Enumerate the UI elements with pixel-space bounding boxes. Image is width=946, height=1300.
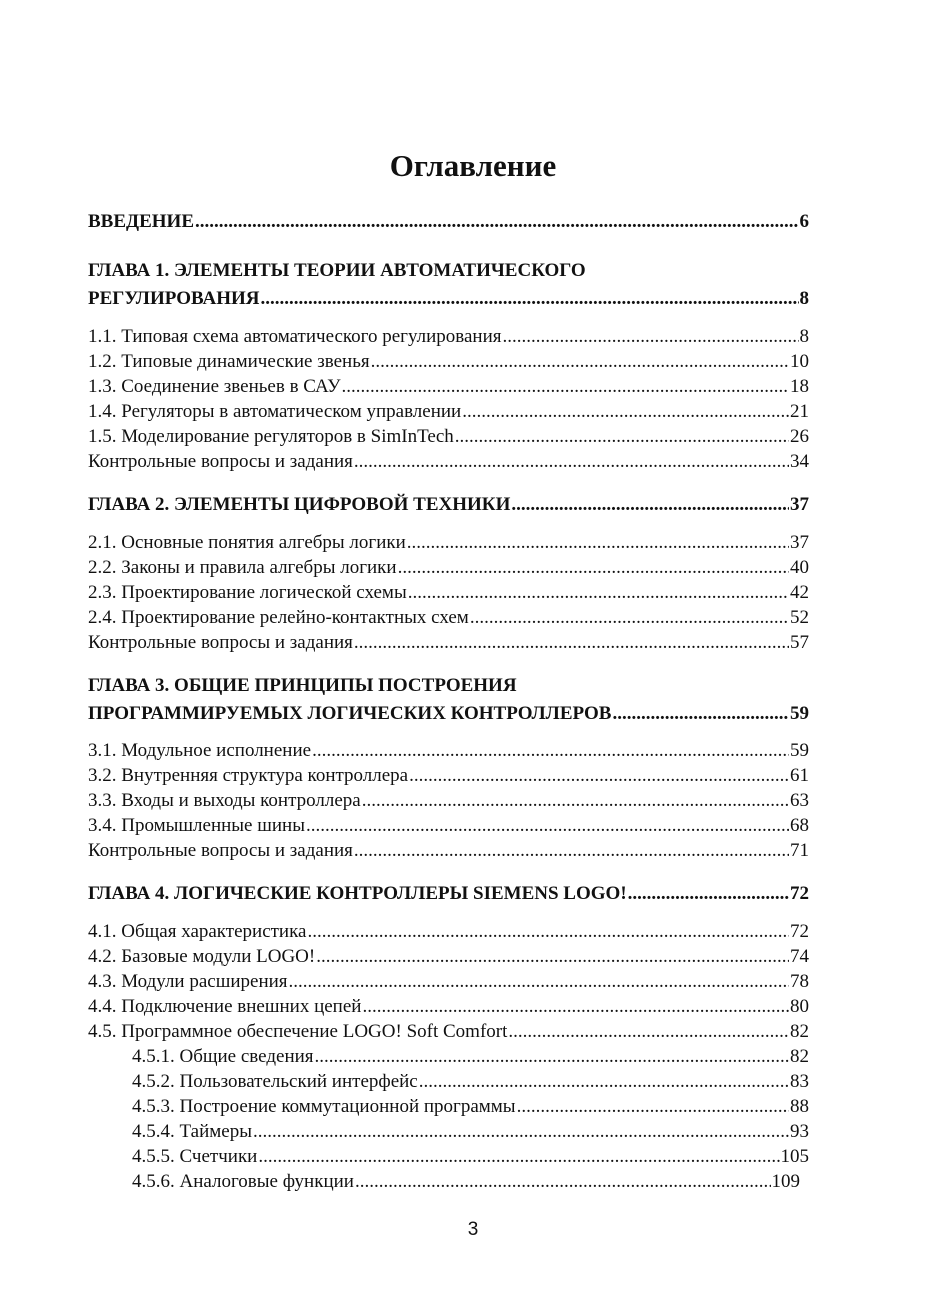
toc-item-page: 78 bbox=[790, 971, 809, 992]
chapter-2-entry[interactable] bbox=[88, 493, 809, 517]
dot-leader bbox=[612, 702, 789, 726]
toc-item-page: 59 bbox=[790, 740, 809, 761]
dot-leader bbox=[253, 1120, 789, 1144]
toc-subitem[interactable] bbox=[132, 1045, 809, 1069]
dot-leader bbox=[511, 493, 789, 517]
dot-leader bbox=[354, 839, 789, 863]
dot-leader bbox=[517, 1095, 789, 1119]
chapter-4-title: ГЛАВА 4. ЛОГИЧЕСКИЕ КОНТРОЛЛЕРЫ SIEMENS LOGO! bbox=[88, 883, 627, 904]
dot-leader bbox=[362, 789, 789, 813]
toc-item-text: 4.3. Модули расширения bbox=[88, 971, 288, 992]
toc-item-text: 1.4. Регуляторы в автоматическом управлении bbox=[88, 401, 462, 422]
toc-item[interactable] bbox=[88, 425, 809, 449]
toc-item-text: 3.2. Внутренняя структура контроллера bbox=[88, 765, 409, 786]
toc-item-page: 63 bbox=[790, 790, 809, 811]
toc-item[interactable] bbox=[88, 1020, 809, 1044]
toc-subitem[interactable] bbox=[132, 1170, 800, 1194]
dot-leader bbox=[419, 1070, 789, 1094]
dot-leader bbox=[289, 970, 789, 994]
toc-item-page: 26 bbox=[790, 426, 809, 447]
toc-item[interactable] bbox=[88, 606, 809, 630]
chapter-3-title-line1[interactable]: ГЛАВА 3. ОБЩИЕ ПРИНЦИПЫ ПОСТРОЕНИЯ bbox=[88, 675, 517, 696]
toc-item[interactable] bbox=[88, 839, 809, 863]
toc-subitem[interactable] bbox=[132, 1145, 809, 1169]
dot-leader bbox=[455, 425, 789, 449]
toc-item[interactable] bbox=[88, 325, 809, 349]
dot-leader bbox=[355, 1170, 771, 1194]
toc-item-page: 10 bbox=[790, 351, 809, 372]
dot-leader bbox=[312, 739, 789, 763]
toc-item-text: 4.1. Общая характеристика bbox=[88, 921, 307, 942]
toc-item-page: 18 bbox=[790, 376, 809, 397]
dot-leader bbox=[408, 581, 789, 605]
chapter-3-entry[interactable] bbox=[88, 702, 809, 726]
toc-item-text: 2.2. Законы и правила алгебры логики bbox=[88, 557, 397, 578]
toc-item[interactable] bbox=[88, 789, 809, 813]
dot-leader bbox=[470, 606, 789, 630]
toc-item-text: 4.5. Программное обеспечение LOGO! Soft Comfort bbox=[88, 1021, 508, 1042]
toc-item[interactable] bbox=[88, 556, 809, 580]
dot-leader bbox=[261, 287, 799, 311]
dot-leader bbox=[362, 995, 789, 1019]
toc-item-text: Контрольные вопросы и задания bbox=[88, 632, 353, 653]
toc-item[interactable] bbox=[88, 814, 809, 838]
toc-item-text: 1.1. Типовая схема автоматического регулирования bbox=[88, 326, 502, 347]
chapter-2-page: 37 bbox=[790, 494, 809, 515]
toc-item-text: 1.2. Типовые динамические звенья bbox=[88, 351, 370, 372]
toc-item-text: 4.5.6. Аналоговые функции bbox=[132, 1171, 354, 1192]
toc-item-text: 2.4. Проектирование релейно-контактных схем bbox=[88, 607, 469, 628]
dot-leader bbox=[409, 764, 789, 788]
toc-item-page: 57 bbox=[790, 632, 809, 653]
dot-leader bbox=[407, 531, 789, 555]
toc-item-text: 3.3. Входы и выходы контроллера bbox=[88, 790, 361, 811]
chapter-3-title-line2: ПРОГРАММИРУЕМЫХ ЛОГИЧЕСКИХ КОНТРОЛЛЕРОВ bbox=[88, 703, 612, 724]
toc-item-page: 105 bbox=[780, 1146, 809, 1167]
toc-item-page: 42 bbox=[790, 582, 809, 603]
toc-item-text: 4.5.4. Таймеры bbox=[132, 1121, 252, 1142]
toc-subitem[interactable] bbox=[132, 1120, 809, 1144]
toc-item-text: 3.4. Промышленные шины bbox=[88, 815, 305, 836]
dot-leader bbox=[508, 1020, 789, 1044]
toc-item-text: 2.3. Проектирование логической схемы bbox=[88, 582, 407, 603]
dot-leader bbox=[307, 920, 789, 944]
chapter-4-page: 72 bbox=[790, 883, 809, 904]
toc-item-page: 68 bbox=[790, 815, 809, 836]
toc-item-page: 8 bbox=[799, 326, 809, 347]
toc-item-page: 74 bbox=[790, 946, 809, 967]
dot-leader bbox=[354, 631, 789, 655]
dot-leader bbox=[316, 945, 789, 969]
toc-item-page: 52 bbox=[790, 607, 809, 628]
toc-item[interactable] bbox=[88, 995, 809, 1019]
dot-leader bbox=[258, 1145, 779, 1169]
toc-item-page: 82 bbox=[790, 1046, 809, 1067]
toc-item[interactable] bbox=[88, 400, 809, 424]
toc-item[interactable] bbox=[88, 764, 809, 788]
chapter-1-entry[interactable] bbox=[88, 287, 809, 311]
dot-leader bbox=[371, 350, 789, 374]
toc-item[interactable] bbox=[88, 450, 809, 474]
dot-leader bbox=[342, 375, 789, 399]
toc-item[interactable] bbox=[88, 531, 809, 555]
page-title: Оглавление bbox=[389, 148, 557, 183]
chapter-1-title-line2: РЕГУЛИРОВАНИЯ bbox=[88, 288, 260, 309]
toc-item-text: 3.1. Модульное исполнение bbox=[88, 740, 312, 761]
toc-item-text: 4.2. Базовые модули LOGO! bbox=[88, 946, 316, 967]
toc-item-text: 4.5.3. Построение коммутационной программы bbox=[132, 1096, 516, 1117]
toc-item[interactable] bbox=[88, 739, 809, 763]
dot-leader bbox=[503, 325, 799, 349]
dot-leader bbox=[195, 210, 799, 234]
toc-item[interactable] bbox=[88, 970, 809, 994]
toc-item-page: 37 bbox=[790, 532, 809, 553]
toc-item-page: 34 bbox=[790, 451, 809, 472]
dot-leader bbox=[354, 450, 789, 474]
toc-item-text: 1.5. Моделирование регуляторов в SimInTech bbox=[88, 426, 454, 447]
chapter-1-page: 8 bbox=[799, 288, 809, 309]
toc-item-page: 83 bbox=[790, 1071, 809, 1092]
dot-leader bbox=[398, 556, 789, 580]
chapter-1-title-line1[interactable]: ГЛАВА 1. ЭЛЕМЕНТЫ ТЕОРИИ АВТОМАТИЧЕСКОГО bbox=[88, 260, 586, 281]
toc-item-text: 4.5.5. Счетчики bbox=[132, 1146, 258, 1167]
toc-item-page: 72 bbox=[790, 921, 809, 942]
toc-item-text: Контрольные вопросы и задания bbox=[88, 451, 353, 472]
toc-item-page: 82 bbox=[790, 1021, 809, 1042]
toc-item-text: 4.5.2. Пользовательский интерфейс bbox=[132, 1071, 418, 1092]
toc-item-page: 88 bbox=[790, 1096, 809, 1117]
dot-leader bbox=[315, 1045, 789, 1069]
toc-item[interactable] bbox=[88, 375, 809, 399]
toc-item-page: 40 bbox=[790, 557, 809, 578]
toc-intro-text: ВВЕДЕНИЕ bbox=[88, 211, 194, 232]
toc-subitem[interactable] bbox=[132, 1070, 809, 1094]
toc-item[interactable] bbox=[88, 631, 809, 655]
toc-item[interactable] bbox=[88, 581, 809, 605]
toc-subitem[interactable] bbox=[132, 1095, 809, 1119]
toc-intro[interactable] bbox=[88, 210, 809, 234]
toc-item-page: 93 bbox=[790, 1121, 809, 1142]
page-number: 3 bbox=[467, 1219, 479, 1240]
chapter-4-entry[interactable] bbox=[88, 882, 809, 906]
toc-item-page: 80 bbox=[790, 996, 809, 1017]
toc-item-page: 109 bbox=[771, 1171, 800, 1192]
toc-item-page: 61 bbox=[790, 765, 809, 786]
toc-item-page: 21 bbox=[790, 401, 809, 422]
toc-item-text: 4.4. Подключение внешних цепей bbox=[88, 996, 362, 1017]
toc-intro-page: 6 bbox=[799, 211, 809, 232]
toc-item[interactable] bbox=[88, 945, 809, 969]
toc-item-text: 1.3. Соединение звеньев в САУ bbox=[88, 376, 341, 397]
toc-item-text: 4.5.1. Общие сведения bbox=[132, 1046, 314, 1067]
chapter-2-title: ГЛАВА 2. ЭЛЕМЕНТЫ ЦИФРОВОЙ ТЕХНИКИ bbox=[88, 494, 511, 515]
dot-leader bbox=[462, 400, 789, 424]
dot-leader bbox=[306, 814, 789, 838]
toc-item[interactable] bbox=[88, 350, 809, 374]
toc-item-page: 71 bbox=[790, 840, 809, 861]
toc-item-text: 2.1. Основные понятия алгебры логики bbox=[88, 532, 406, 553]
toc-item-text: Контрольные вопросы и задания bbox=[88, 840, 353, 861]
chapter-3-page: 59 bbox=[790, 703, 809, 724]
toc-item[interactable] bbox=[88, 920, 809, 944]
dot-leader bbox=[628, 882, 789, 906]
